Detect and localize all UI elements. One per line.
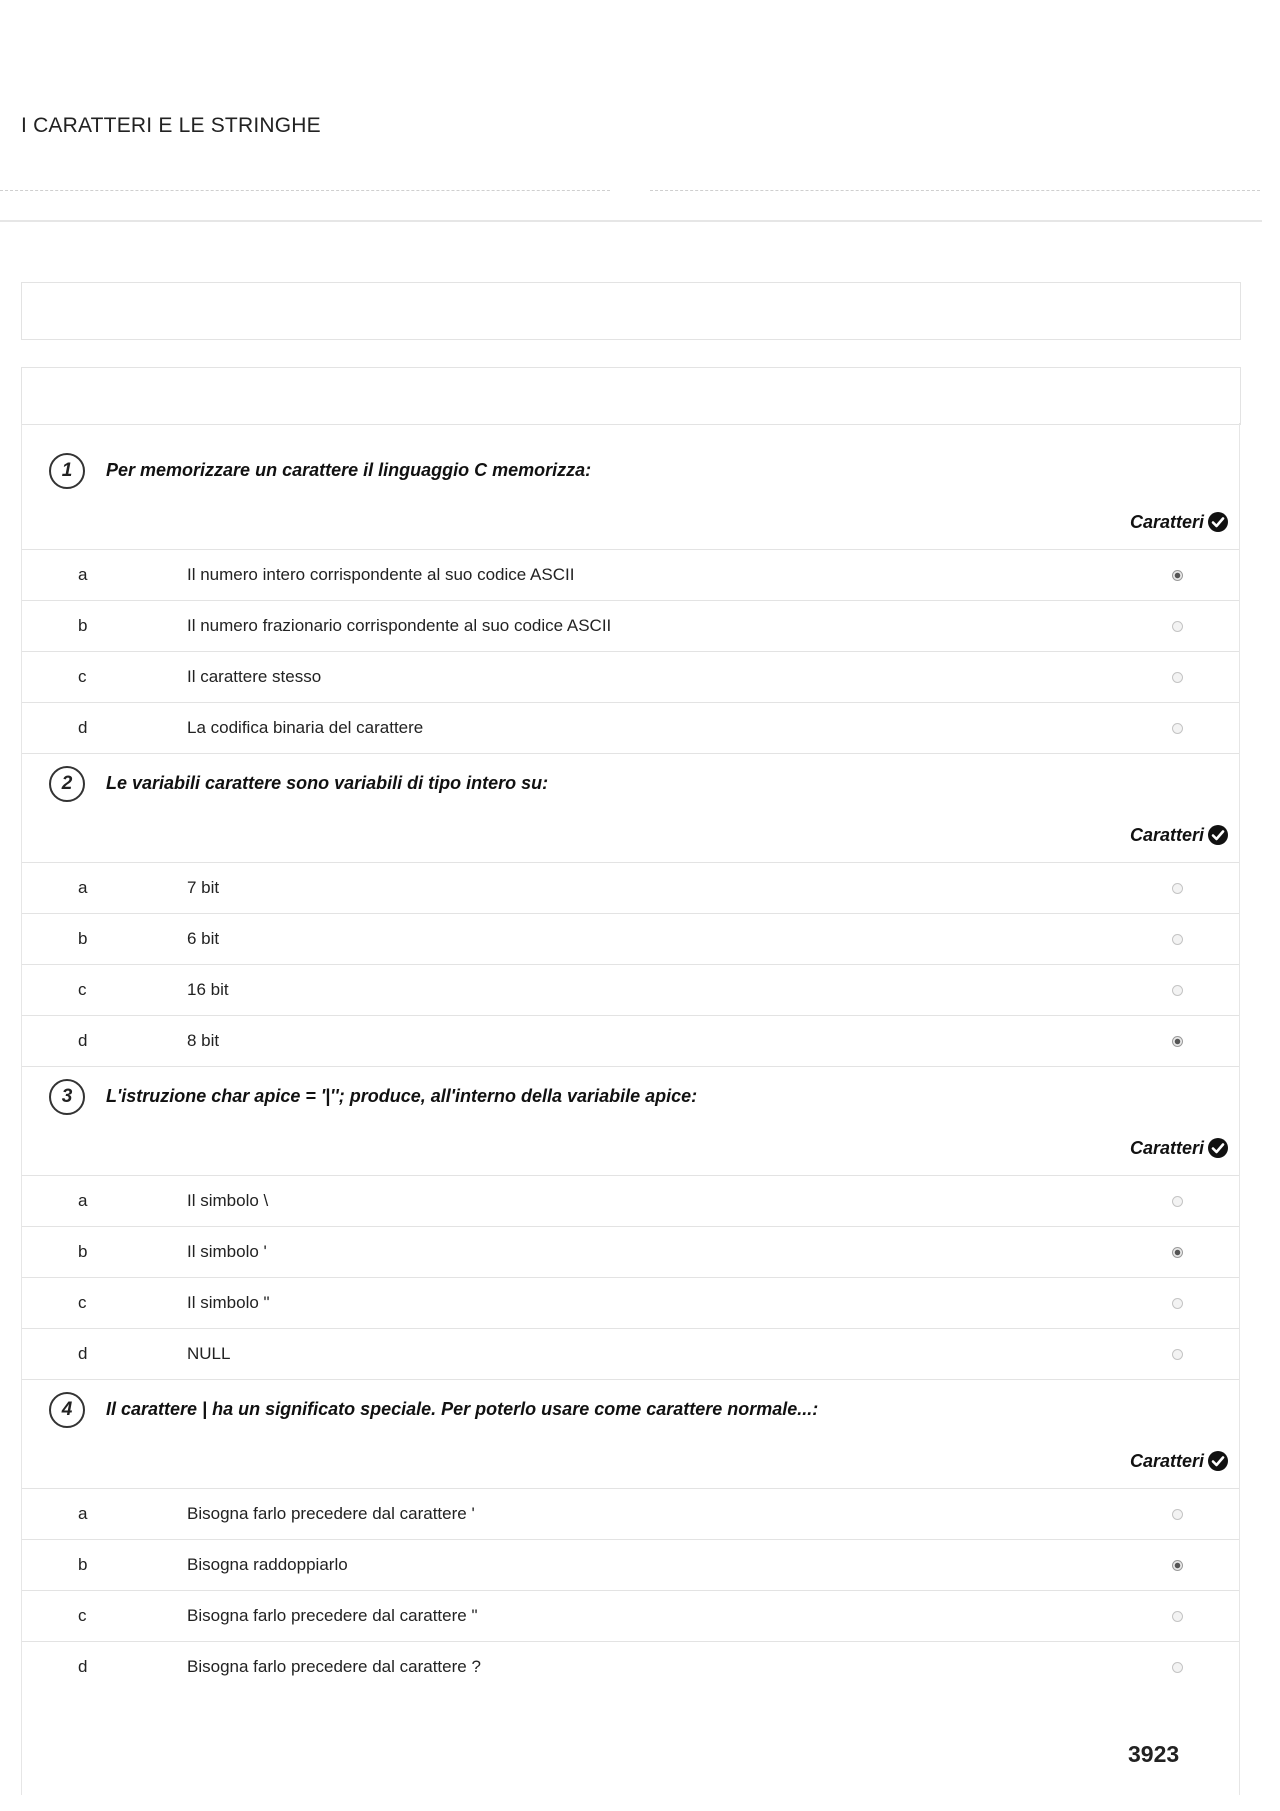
- category-tag: [1130, 1137, 1229, 1159]
- answer-option[interactable]: [22, 1227, 1239, 1278]
- answer-option[interactable]: [22, 863, 1239, 914]
- option-radio[interactable]: [1172, 723, 1183, 734]
- option-text: NULL: [187, 1344, 231, 1363]
- option-text: Bisogna farlo precedere dal carattere ': [187, 1504, 475, 1523]
- option-radio[interactable]: [1172, 883, 1183, 894]
- option-text: Il numero intero corrispondente al suo codice ASCII: [187, 565, 575, 584]
- page-number: 3923: [1128, 1741, 1180, 1767]
- empty-panel: [21, 282, 1241, 340]
- question-header: [22, 1362, 1239, 1489]
- dotted-divider-left: [0, 190, 610, 191]
- option-radio-selected[interactable]: [1172, 1247, 1183, 1258]
- option-text: Bisogna raddoppiarlo: [187, 1555, 348, 1574]
- question-number-badge: 3: [49, 1079, 85, 1115]
- question-text: Il carattere | ha un significato speciale. Per poterlo usare come carattere normale...:: [106, 1399, 819, 1419]
- answer-option[interactable]: [22, 965, 1239, 1016]
- option-radio[interactable]: [1172, 985, 1183, 996]
- option-radio[interactable]: [1172, 1349, 1183, 1360]
- option-radio[interactable]: [1172, 934, 1183, 945]
- answer-option[interactable]: [22, 914, 1239, 965]
- question-text: Per memorizzare un carattere il linguaggio C memorizza:: [106, 460, 592, 480]
- option-text: La codifica binaria del carattere: [187, 718, 424, 737]
- question-3: [22, 1049, 1239, 1362]
- option-text: Il carattere stesso: [187, 667, 322, 686]
- category-label: Caratteri: [1129, 824, 1204, 845]
- option-text: 16 bit: [187, 980, 229, 999]
- option-letter: d: [78, 718, 88, 737]
- option-text: Bisogna farlo precedere dal carattere ?: [187, 1657, 481, 1676]
- check-circle-icon: [1207, 511, 1229, 533]
- option-letter: b: [78, 1555, 88, 1574]
- option-letter: b: [78, 1242, 88, 1261]
- question-4: [22, 1362, 1239, 1675]
- question-1: [22, 423, 1239, 736]
- category-label: Caratteri: [1129, 511, 1204, 532]
- option-letter: d: [78, 1031, 88, 1050]
- option-radio-selected[interactable]: [1172, 1036, 1183, 1047]
- category-label: Caratteri: [1129, 1137, 1204, 1158]
- answer-option[interactable]: [22, 1489, 1239, 1540]
- answer-option[interactable]: [22, 652, 1239, 703]
- option-letter: c: [78, 1293, 87, 1312]
- option-text: Il numero frazionario corrispondente al suo codice ASCII: [187, 616, 612, 635]
- page-title: I CARATTERI E LE STRINGHE: [21, 114, 321, 137]
- question-header: [22, 423, 1239, 550]
- category-label: Caratteri: [1129, 1450, 1204, 1471]
- option-text: 8 bit: [187, 1031, 220, 1050]
- option-radio-selected[interactable]: [1172, 570, 1183, 581]
- question-number-badge: 2: [49, 766, 85, 802]
- option-radio-selected[interactable]: [1172, 1560, 1183, 1571]
- option-letter: c: [78, 980, 87, 999]
- option-letter: d: [78, 1657, 88, 1676]
- category-tag: [1130, 1450, 1229, 1472]
- question-header: [22, 1049, 1239, 1176]
- answer-option[interactable]: [22, 1278, 1239, 1329]
- option-letter: b: [78, 616, 88, 635]
- option-letter: b: [78, 929, 88, 948]
- question-text: L'istruzione char apice = '|''; produce, all'interno della variabile apice:: [106, 1086, 698, 1106]
- question-number-badge: 4: [49, 1392, 85, 1428]
- answer-option[interactable]: [22, 1176, 1239, 1227]
- option-letter: c: [78, 667, 87, 686]
- category-tag: [1130, 824, 1229, 846]
- option-letter: a: [78, 878, 88, 897]
- option-letter: a: [78, 565, 88, 584]
- quiz-container: [21, 423, 1240, 1795]
- check-circle-icon: [1207, 824, 1229, 846]
- option-letter: c: [78, 1606, 87, 1625]
- option-radio[interactable]: [1172, 1509, 1183, 1520]
- question-header: [22, 736, 1239, 863]
- check-circle-icon: [1207, 1450, 1229, 1472]
- option-radio[interactable]: [1172, 621, 1183, 632]
- option-radio[interactable]: [1172, 672, 1183, 683]
- option-radio[interactable]: [1172, 1196, 1183, 1207]
- option-text: 7 bit: [187, 878, 220, 897]
- category-tag: [1130, 511, 1229, 533]
- dotted-divider-right: [650, 190, 1260, 191]
- option-letter: d: [78, 1344, 88, 1363]
- option-letter: a: [78, 1504, 88, 1523]
- option-text: Il simbolo \: [187, 1191, 269, 1210]
- question-text: Le variabili carattere sono variabili di tipo intero su:: [106, 773, 549, 793]
- answer-option[interactable]: [22, 1642, 1239, 1693]
- option-radio[interactable]: [1172, 1298, 1183, 1309]
- answer-option[interactable]: [22, 1591, 1239, 1642]
- option-radio[interactable]: [1172, 1611, 1183, 1622]
- option-radio[interactable]: [1172, 1662, 1183, 1673]
- question-2: [22, 736, 1239, 1049]
- empty-panel-header: [21, 367, 1241, 425]
- header-divider: [0, 220, 1262, 222]
- answer-option[interactable]: [22, 550, 1239, 601]
- option-text: Il simbolo ": [187, 1293, 270, 1312]
- answer-option[interactable]: [22, 1540, 1239, 1591]
- option-text: 6 bit: [187, 929, 220, 948]
- question-number-badge: 1: [49, 453, 85, 489]
- option-text: Bisogna farlo precedere dal carattere ": [187, 1606, 478, 1625]
- check-circle-icon: [1207, 1137, 1229, 1159]
- option-text: Il simbolo ': [187, 1242, 267, 1261]
- option-letter: a: [78, 1191, 88, 1210]
- answer-option[interactable]: [22, 601, 1239, 652]
